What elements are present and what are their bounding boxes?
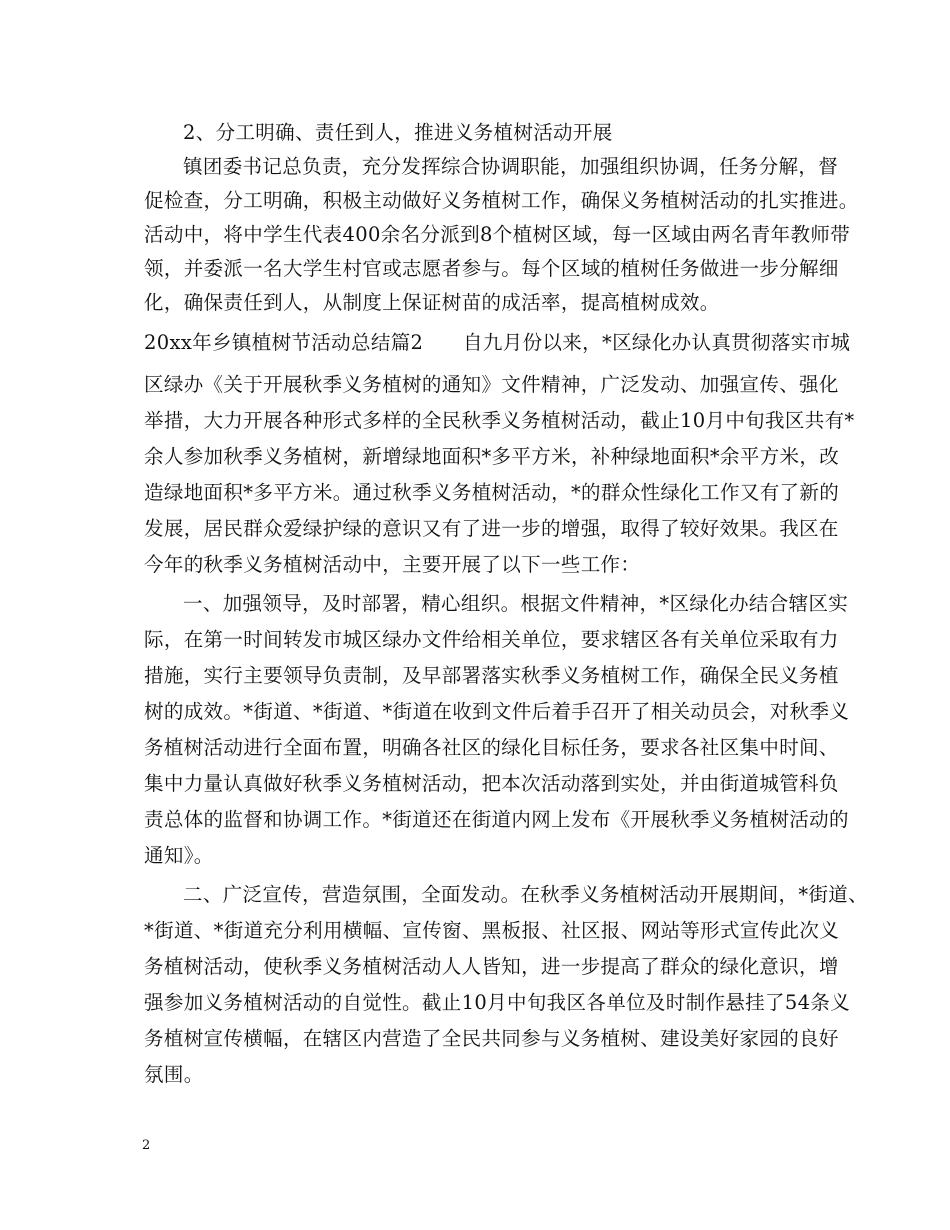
paragraph-line: 强参加义务植树活动的自觉性。截止10月中旬我区各单位及时制作悬挂了54条义 xyxy=(144,991,851,1014)
section-heading-leadership: 一、加强领导，及时部署，精心组织。根据文件精神，*区绿化办结合辖区实 xyxy=(183,592,849,615)
paragraph-line: 镇团委书记总负责，充分发挥综合协调职能，加强组织协调，任务分解，督 xyxy=(183,155,839,178)
paragraph-line: 余人参加秋季义务植树，新增绿地面积*多平方米，补种绿地面积*余平方米，改 xyxy=(144,445,840,468)
paragraph-line: 造绿地面积*多平方米。通过秋季义务植树活动，*的群众性绿化工作又有了新的 xyxy=(144,481,840,504)
paragraph-line: 领，并委派一名大学生村官或志愿者参与。每个区域的植树任务做进一步分解细 xyxy=(144,257,839,280)
section-heading-publicity: 二、广泛宣传，营造氛围，全面发动。在秋季义务植树活动开展期间，*街道、 xyxy=(183,883,869,906)
paragraph-line: 发展，居民群众爱绿护绿的意识又有了进一步的增强，取得了较好效果。我区在 xyxy=(144,517,839,540)
paragraph-line: 区绿办《关于开展秋季义务植树的通知》文件精神，广泛发动、加强宣传、强化 xyxy=(144,373,839,396)
paragraph-line: 责总体的监督和协调工作。*街道还在街道内网上发布《开展秋季义务植树活动的 xyxy=(144,808,849,831)
paragraph-line: 措施，实行主要领导负责制，及早部署落实秋季义务植树工作，确保全民义务植 xyxy=(144,664,839,687)
article-title-line: 20xx年乡镇植树节活动总结篇2 自九月份以来，*区绿化办认真贯彻落实市城 xyxy=(144,331,851,354)
paragraph-line: 树的成效。*街道、*街道、*街道在收到文件后着手召开了相关动员会，对秋季义 xyxy=(144,700,850,723)
paragraph-line: 际，在第一时间转发市城区绿办文件给相关单位，要求辖区各有关单位采取有力 xyxy=(144,628,839,651)
paragraph-line: 集中力量认真做好秋季义务植树活动，把本次活动落到实处，并由街道城管科负 xyxy=(144,772,839,795)
paragraph-line: 务植树活动进行全面布置，明确各社区的绿化目标任务，要求各社区集中时间、 xyxy=(144,736,839,759)
paragraph-line: 举措，大力开展各种形式多样的全民秋季义务植树活动，截止10月中旬我区共有* xyxy=(144,409,855,432)
paragraph-line: 活动中，将中学生代表400余名分派到8个植树区域，每一区域由两名青年教师带 xyxy=(144,223,851,246)
paragraph-line: 化，确保责任到人，从制度上保证树苗的成活率，提高植树成效。 xyxy=(144,291,720,314)
paragraph-line: 今年的秋季义务植树活动中，主要开展了以下一些工作： xyxy=(144,553,641,576)
paragraph-line: 务植树宣传横幅，在辖区内营造了全民共同参与义务植树、建设美好家园的良好 xyxy=(144,1027,839,1050)
paragraph-line: 务植树活动，使秋季义务植树活动人人皆知，进一步提高了群众的绿化意识，增 xyxy=(144,955,839,978)
paragraph-line: 氛围。 xyxy=(144,1063,204,1086)
paragraph-line: 通知》。 xyxy=(144,844,214,867)
paragraph-line: 促检查，分工明确，积极主动做好义务植树工作，确保义务植树活动的扎实推进。 xyxy=(144,189,859,212)
page-number: 2 xyxy=(142,1138,151,1153)
paragraph-line: *街道、*街道充分利用横幅、宣传窗、黑板报、社区报、网站等形式宣传此次义 xyxy=(144,919,840,942)
section-heading-division-of-labor: 2、分工明确、责任到人，推进义务植树活动开展 xyxy=(183,121,613,144)
